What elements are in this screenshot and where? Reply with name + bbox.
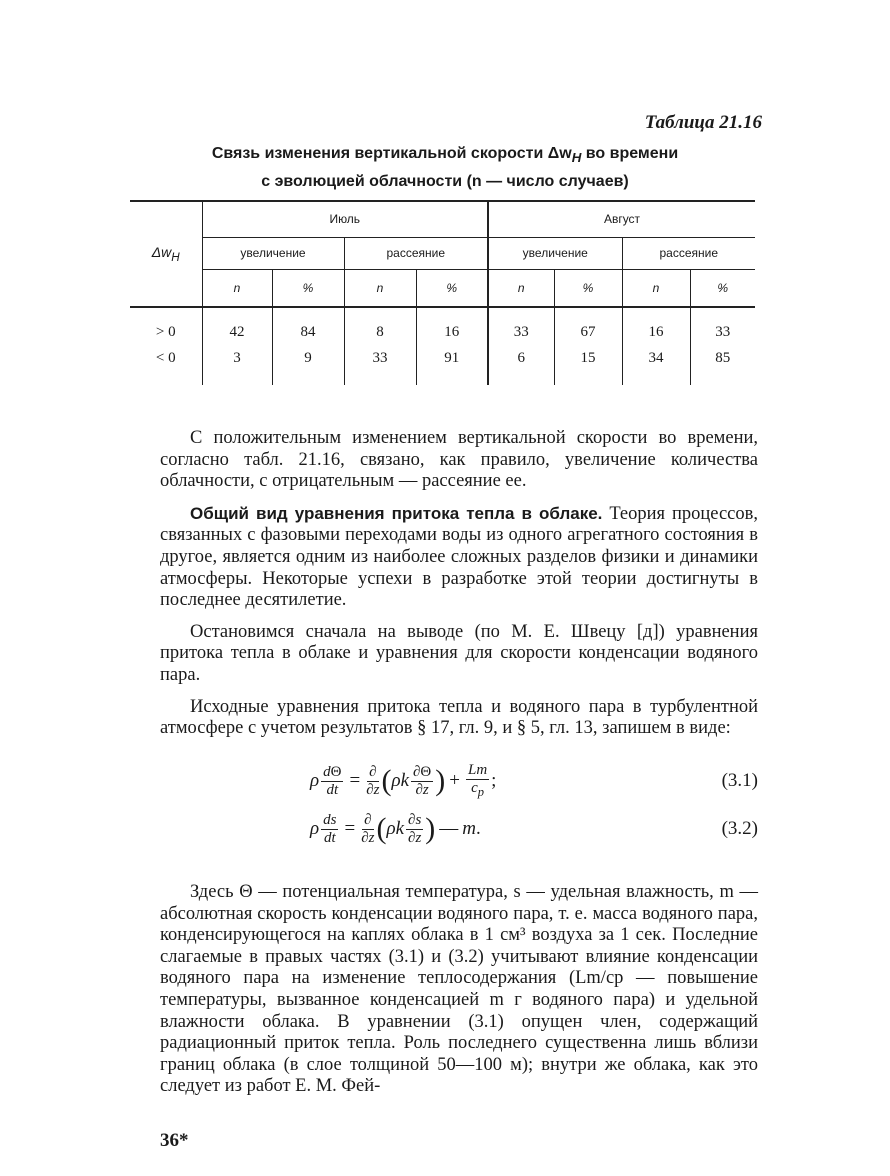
table-cell: 42 (202, 319, 272, 345)
row-label: > 0 (155, 323, 176, 340)
col-header: % (272, 269, 344, 307)
equation-formula: ρ $\frac{ds}{dt}$ = $\frac{\partial}{\partial z}$ ( ρk $\frac{\partial s}{\partial z}$ ) — m . (310, 811, 481, 846)
table-cell: 67 (554, 319, 622, 345)
col-header: % (690, 269, 755, 307)
table-cell: 34 (622, 345, 690, 371)
table-cell: 33 (344, 345, 416, 371)
col-header: n (344, 269, 416, 307)
caption-line1-end: во времени (581, 145, 679, 162)
data-table (130, 200, 755, 385)
table-cell: 84 (272, 319, 344, 345)
equation-3-2 (160, 808, 758, 850)
paragraph: С положительным изменением вертикальной скорости во времени, согласно табл. 21.16, связано, как правило, увеличение количества облачности, с отрицательным — рассеяние ее. (160, 428, 758, 492)
equation-number: (3.2) (721, 818, 758, 839)
table-cell: 3 (202, 345, 272, 371)
row-header-cell (130, 201, 202, 307)
caption-sub: H (571, 150, 582, 166)
table-cell: 9 (272, 345, 344, 371)
row-header: Δw (151, 244, 172, 261)
table-cell: 15 (554, 345, 622, 371)
paragraph (160, 503, 758, 612)
row-label: < 0 (155, 349, 176, 366)
body-text-bottom (160, 882, 758, 1098)
table-cell: 8 (344, 319, 416, 345)
page-folio: 36* (160, 1130, 189, 1151)
paragraph: Остановимся сначала на выводе (по М. Е. Швецу [д]) уравнения притока тепла в облаке и уравнения для скорости конденсации водяного пара. (160, 621, 758, 685)
table-cell: 16 (622, 319, 690, 345)
table-cell: 6 (488, 345, 554, 371)
table-cell: 33 (488, 319, 554, 345)
equation-number: (3.1) (721, 770, 758, 791)
table-cell: 85 (690, 345, 755, 371)
col-header: n (488, 269, 554, 307)
group-header: рассеяние (622, 237, 755, 269)
group-header: рассеяние (344, 237, 488, 269)
col-header: n (202, 269, 272, 307)
table-cell: 16 (416, 319, 488, 345)
row-header-sub: H (171, 250, 180, 264)
caption-line2: с эволюцией облачности (n — число случаев) (261, 173, 629, 191)
col-header: % (416, 269, 488, 307)
month-july: Июль (202, 201, 488, 237)
table-label: Таблица 21.16 (644, 112, 762, 133)
paragraph: Исходные уравнения притока тепла и водяного пара в турбулентной атмосфере с учетом результатов § 17, гл. 9, и § 5, гл. 13, запишем в виде: (160, 696, 758, 739)
section-heading: Общий вид уравнения притока тепла в облаке. (190, 503, 603, 523)
table-cell: 33 (690, 319, 755, 345)
paragraph-text: Теория процессов, связанных с фазовыми переходами воды из одного агрегатного состояния в другое, является одним из наиболее сложных разделов физики и динамики атмосферы. Некоторые успехи в разработке этой теории достигнуты в последнее десятилетие. (160, 503, 758, 611)
paragraph: Здесь Θ — потенциальная температура, s — удельная влажность, m — абсолютная скорость конденсации водяного пара, т. е. масса водяного пара, конденсирующегося на каплях облака в 1 см³ воздуха за 1 сек. Последние слагаемые в правых частях (3.1) и (3.2) учитывают влияние конденсации водяного пара на изменение теплосодержания (Lm/cp — повышение температуры, вызванное конденсацией m г водяного пара) и удельной влажности облака. В уравнении (3.1) опущен член, содержащий радиационный приток тепла. Роль последнего существенна лишь вблизи границ облака (в слое толщиной 50—100 м); внутри же облака, как это следует из работ Е. М. Фей- (160, 882, 758, 1097)
col-header: % (554, 269, 622, 307)
col-header: n (622, 269, 690, 307)
table-cell: 91 (416, 345, 488, 371)
table-row (130, 319, 755, 345)
body-text-top (160, 428, 758, 740)
table-row (130, 345, 755, 371)
month-august: Август (488, 201, 755, 237)
table-caption (130, 142, 760, 194)
caption-line1: Связь изменения вертикальной скорости Δw (211, 145, 572, 162)
equation-formula: ρ $\frac{d\Theta}{dt}$ = $\frac{\partial}{\partial z}$ ( ρk $\frac{\partial\Theta}{\partial z}$ ) + $\frac{Lm}{c_p}$ ; (310, 761, 497, 799)
group-header: увеличение (488, 237, 622, 269)
equation-3-1 (160, 760, 758, 802)
group-header: увеличение (202, 237, 344, 269)
